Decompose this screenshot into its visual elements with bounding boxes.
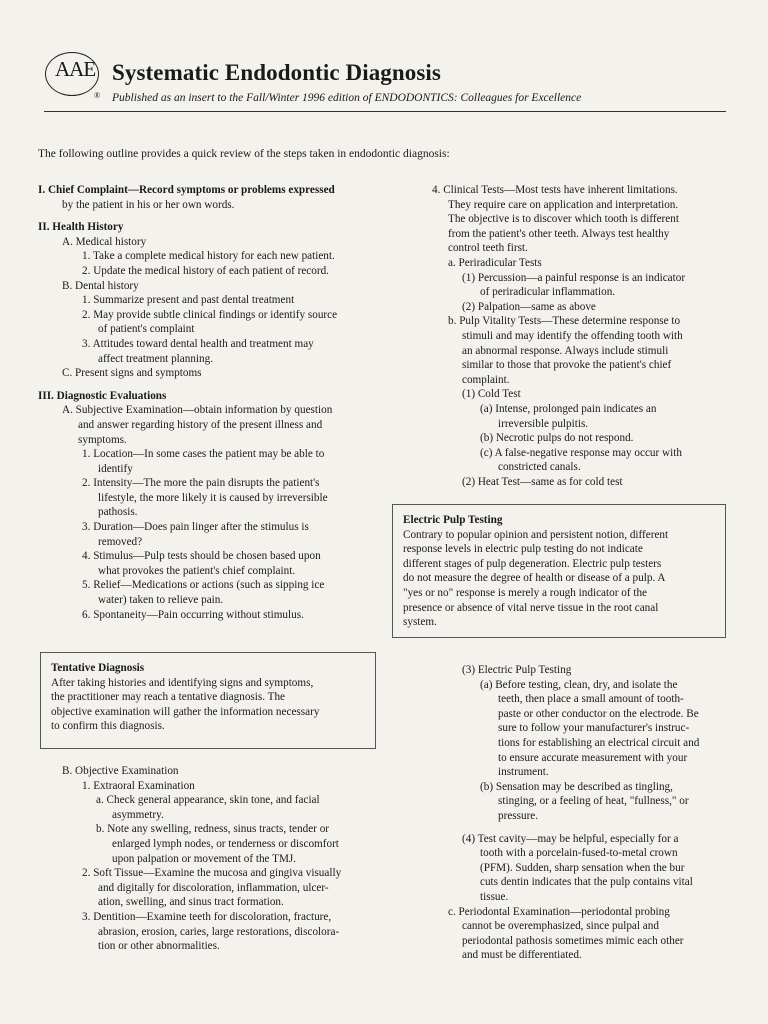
- outline-line: 3. Duration—Does pain linger after the stimulus is: [82, 521, 309, 534]
- outline-line: B. Dental history: [62, 279, 139, 292]
- box-line: presence or absence of vital nerve tissue in the root canal: [403, 601, 659, 614]
- outline-line: (1) Percussion—a painful response is an indicator: [462, 271, 686, 284]
- outline-line: A. Medical history: [62, 235, 147, 248]
- box-line: "yes or no" response is merely a rough indicator of the: [403, 586, 648, 599]
- outline-line: and answer regarding history of the present illness and: [78, 418, 323, 431]
- outline-line: They require care on application and interpretation.: [448, 198, 679, 211]
- outline-line: and digitally for discoloration, inflammation, ulcer-: [98, 881, 329, 894]
- outline-line: abrasion, erosion, caries, large restorations, discolora-: [98, 925, 340, 938]
- outline-line: A. Subjective Examination—obtain information by question: [62, 404, 333, 417]
- box-body: [51, 676, 365, 734]
- outline-line: tissue.: [480, 890, 509, 903]
- outline-line: a. Periradicular Tests: [448, 256, 542, 269]
- outline-line: and must be differentiated.: [462, 949, 582, 962]
- outline-line: sure to follow your manufacturer's instruc-: [498, 722, 690, 735]
- header-divider: [44, 111, 726, 112]
- box-line: to confirm this diagnosis.: [51, 720, 165, 733]
- outline-line: upon palpation or movement of the TMJ.: [112, 852, 297, 865]
- outline-line: removed?: [98, 535, 143, 548]
- outline-line: stimuli and may identify the offending tooth with: [462, 329, 683, 342]
- registered-mark: ®: [94, 91, 101, 100]
- box-line: After taking histories and identifying signs and symptoms,: [51, 676, 314, 689]
- outline-line: II. Health History: [38, 221, 124, 234]
- outline-line: b. Note any swelling, redness, sinus tracts, tender or: [96, 823, 330, 836]
- outline-line: (b) Necrotic pulps do not respond.: [480, 432, 634, 445]
- outline-line: asymmetry.: [112, 808, 164, 821]
- outline-line: instrument.: [498, 766, 549, 779]
- outline-line: teeth, then place a small amount of tooth-: [498, 693, 684, 706]
- box-body: [403, 528, 715, 630]
- outline-line: 3. Attitudes toward dental health and treatment may: [82, 337, 314, 350]
- outline-line: pathosis.: [98, 506, 138, 519]
- page-title: Systematic Endodontic Diagnosis: [112, 60, 441, 85]
- outline-line: of periradicular inflammation.: [480, 286, 616, 299]
- box-line: objective examination will gather the information necessary: [51, 705, 320, 718]
- outline-line: cannot be overemphasized, since pulpal and: [462, 920, 659, 933]
- box-line: Contrary to popular opinion and persistent notion, different: [403, 528, 669, 541]
- outline-line: B. Objective Examination: [62, 765, 179, 777]
- outline-line: control teeth first.: [448, 242, 528, 255]
- outline-line: I. Chief Complaint—Record symptoms or problems expressed: [38, 184, 335, 196]
- outline-line: c. Periodontal Examination—periodontal probing: [448, 905, 670, 918]
- outline-line: (c) A false-negative response may occur with: [480, 446, 682, 459]
- outline-line: 2. Soft Tissue—Examine the mucosa and gingiva visually: [82, 867, 342, 880]
- outline-line: water) taken to relieve pain.: [98, 594, 224, 607]
- aae-logo: [45, 52, 101, 100]
- outline-line: (3) Electric Pulp Testing: [462, 664, 572, 676]
- outline-line: 1. Take a complete medical history for each new patient.: [82, 250, 335, 263]
- outline-line: (1) Cold Test: [462, 388, 521, 401]
- outline-line: periodontal pathosis sometimes mimic each other: [462, 934, 684, 947]
- outline-line: a. Check general appearance, skin tone, and facial: [96, 794, 320, 807]
- outline-line: tion or other abnormalities.: [98, 940, 220, 953]
- box-line: do not measure the degree of health or disease of a pulp. A: [403, 572, 666, 585]
- outline-line: 2. Intensity—The more the pain disrupts the patient's: [82, 477, 320, 490]
- electric-pulp-testing-box: [392, 504, 726, 638]
- box-line: response levels in electric pulp testing do not indicate: [403, 543, 643, 556]
- outline-line: 1. Location—In some cases the patient may be able to: [82, 448, 325, 461]
- outline-line: 4. Stimulus—Pulp tests should be chosen based upon: [82, 550, 321, 563]
- outline-line: complaint.: [462, 373, 510, 386]
- outline-line: paste or other conductor on the electrode. Be: [498, 707, 699, 720]
- box-line: system.: [403, 616, 437, 629]
- outline-line: affect treatment planning.: [98, 352, 214, 365]
- outline-line: 1. Extraoral Examination: [82, 779, 195, 792]
- logo-text: AAE: [55, 57, 96, 81]
- outline-line: 5. Relief—Medications or actions (such as sipping ice: [82, 579, 325, 592]
- outline-line: enlarged lymph nodes, or tenderness or discomfort: [112, 837, 339, 850]
- outline-line: by the patient in his or her own words.: [62, 198, 235, 211]
- outline-line: tions for establishing an electrical circuit and: [498, 736, 700, 749]
- intro-text: The following outline provides a quick review of the steps taken in endodontic diagnosis:: [38, 148, 450, 160]
- outline-line: (2) Palpation—same as above: [462, 300, 596, 313]
- page-subtitle: Published as an insert to the Fall/Winter 1996 edition of ENDODONTICS: Colleagues for Excellence: [112, 92, 582, 104]
- outline-line: 4. Clinical Tests—Most tests have inherent limitations.: [432, 184, 678, 196]
- outline-line: pressure.: [498, 809, 539, 822]
- right-column-top: [410, 183, 730, 489]
- outline-line: lifestyle, the more likely it is caused by irreversible: [98, 491, 328, 504]
- outline-line: C. Present signs and symptoms: [62, 367, 202, 380]
- box-title: Electric Pulp Testing: [403, 514, 503, 526]
- outline-line: (4) Test cavity—may be helpful, especially for a: [462, 832, 679, 845]
- outline-line: an abnormal response. Always include stimuli: [462, 344, 669, 357]
- outline-line: (b) Sensation may be described as tingling,: [480, 780, 673, 793]
- outline-line: irreversible pulpitis.: [498, 417, 589, 430]
- right-column-bottom: [410, 663, 730, 963]
- box-title: Tentative Diagnosis: [51, 662, 145, 674]
- outline-line: stinging, or a feeling of heat, "fullness," or: [498, 795, 689, 808]
- outline-line: 2. May provide subtle clinical findings or identify source: [82, 308, 338, 321]
- left-column-bottom: [38, 764, 378, 954]
- outline-line: constricted canals.: [498, 461, 581, 474]
- outline-line: similar to those that provoke the patient's chief: [462, 359, 672, 372]
- outline-line: b. Pulp Vitality Tests—These determine response to: [448, 315, 681, 328]
- outline-line: ation, swelling, and sinus tract formation.: [98, 896, 284, 909]
- outline-line: 2. Update the medical history of each patient of record.: [82, 264, 329, 277]
- outline-line: (PFM). Sudden, sharp sensation when the bur: [480, 861, 685, 874]
- outline-line: of patient's complaint: [98, 323, 195, 336]
- outline-line: (a) Intense, prolonged pain indicates an: [480, 402, 657, 415]
- outline-line: The objective is to discover which tooth is different: [448, 213, 679, 226]
- outline-line: 1. Summarize present and past dental treatment: [82, 294, 295, 307]
- outline-line: to ensure accurate measurement with your: [498, 751, 688, 764]
- outline-line: what provokes the patient's chief complaint.: [98, 564, 296, 577]
- outline-line: tooth with a porcelain-fused-to-metal crown: [480, 847, 678, 860]
- box-line: the practitioner may reach a tentative diagnosis. The: [51, 691, 286, 704]
- outline-line: identify: [98, 462, 133, 475]
- outline-line: (a) Before testing, clean, dry, and isolate the: [480, 678, 678, 691]
- outline-line: cuts dentin indicates that the pulp contains vital: [480, 876, 693, 889]
- box-line: different stages of pulp degeneration. Electric pulp testers: [403, 557, 662, 570]
- tentative-diagnosis-box: [40, 652, 376, 749]
- outline-line: from the patient's other teeth. Always test healthy: [448, 227, 670, 240]
- outline-line: symptoms.: [78, 433, 127, 446]
- left-column-top: [38, 183, 378, 622]
- outline-line: (2) Heat Test—same as for cold test: [462, 475, 623, 488]
- outline-line: III. Diagnostic Evaluations: [38, 389, 167, 402]
- outline-line: 6. Spontaneity—Pain occurring without stimulus.: [82, 608, 304, 621]
- outline-line: 3. Dentition—Examine teeth for discoloration, fracture,: [82, 910, 332, 923]
